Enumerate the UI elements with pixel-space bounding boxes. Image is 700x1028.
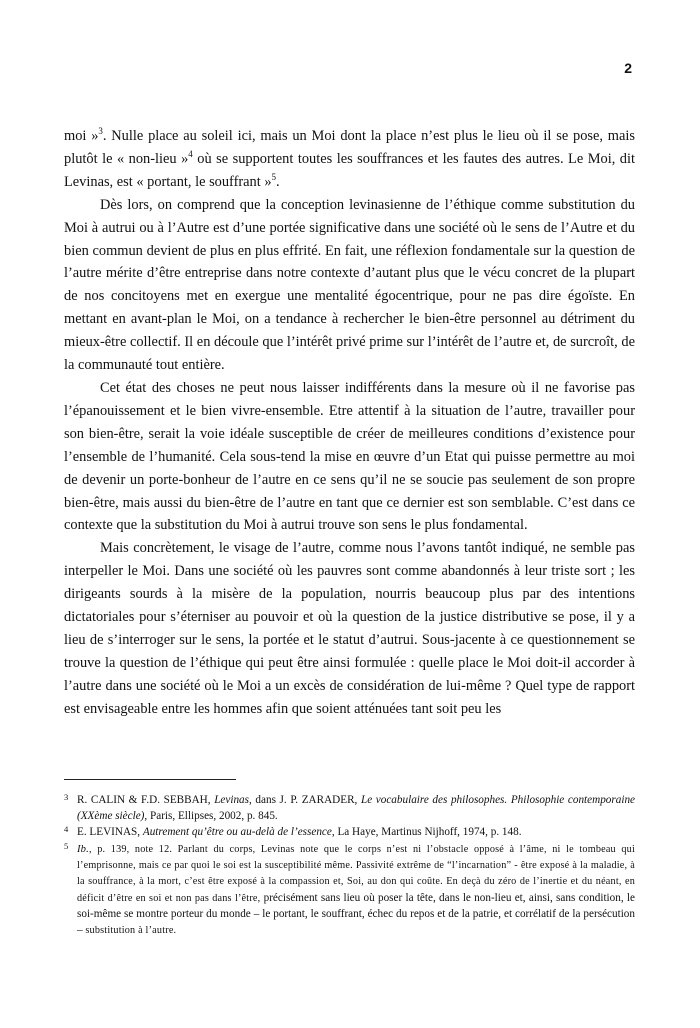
footnote-separator: [64, 779, 236, 780]
paragraph: [64, 377, 635, 537]
page-number: 2: [624, 60, 632, 76]
paragraph-text: moi »: [64, 128, 99, 144]
footnote-title: Levinas: [214, 794, 249, 806]
footnote-text: R. CALIN & F.D. SEBBAH,: [77, 794, 215, 806]
paragraph: [64, 125, 635, 194]
footnote-text: , La Haye, Martinus Nijhoff, 1974, p. 148.: [331, 826, 522, 839]
paragraph: [64, 194, 635, 377]
footnote-text: , dans J. P. ZARADER,: [249, 794, 361, 806]
footnote: [64, 841, 635, 939]
footnote-text: précisément sans lieu où poser la tête, dans le non-lieu et, ainsi, sans condition, le soi-même se montre porteur du monde – le portant, le souffrant, échec du repos et de la patrie, et corrélatif de la persécution –: [77, 891, 635, 937]
footnote-text: substitution à l’autre.: [85, 925, 177, 937]
footnote-reference: 3: [98, 126, 103, 136]
footnote-text: E. LEVINAS,: [77, 826, 143, 839]
footnote-title: Autrement qu’être ou au-delà de l’essence: [142, 826, 332, 839]
paragraph-text: Dès lors, on comprend que la conception levinasienne de l’éthique comme substitution du Moi à autrui ou à l’Autre est d’une portée significative dans une société où le sens de l’Autre et du bien commun devient de plus en plus effrité. En fait, une réflexion fondamentale sur la question de l’autre mérite d’être entreprise dans notre contexte d’autant plus que le vécu concret de la plupart de nos concitoyens met en exergue une mentalité égocentrique, pour ne pas dire égoïste. En mettant en avant-plan le Moi, on a tendance à rechercher le bien-être personnel au détriment du mieux-être collectif. Il en découle que l’intérêt privé prime sur l’intérêt de l’autre et, de surcroît, de la communauté tout entière.: [64, 196, 635, 374]
paragraph-text: où se supportent toutes les souffrances et les fautes des autres. Le Moi, dit Levinas, est « portant, le souffrant »: [64, 150, 635, 190]
body-text: [64, 125, 635, 721]
paragraph-text: .: [276, 173, 280, 190]
footnote-marker: 4: [64, 824, 69, 835]
footnote: [64, 792, 635, 824]
footnote-title: Le vocabulaire des philosophes. Philosophie contemporaine (XXème siècle): [77, 794, 635, 823]
paragraph: [64, 537, 635, 720]
footnote-text: , p. 139, note 12. Parlant du corps, Levinas note que le corps n’est ni l’obstacle opposé à l’âme, ni le tombeau qui l’emprisonne, mais ce par quoi le soi est la susceptibilité même. Passivité extrême de “l’incarnation” - être exposé à la maladie, à la souffrance, à la mort, c’est être exposé à la compassion et, Soi, au don qui coûte. En deçà du zéro de l’inertie et du néant, en déficit d’être en soi et non pas dans l’être,: [77, 843, 635, 904]
footnote: [64, 824, 635, 840]
footnote-marker: 3: [64, 792, 69, 802]
footnote-title: Ib.: [77, 843, 89, 855]
paragraph-text: Cet état des choses ne peut nous laisser indifférents dans la mesure où il ne favorise pas l’épanouissement et le bien vivre-ensemble. Etre attentif à la situation de l’autre, travailler pour son bien-être, serait la voie idéale susceptible de créer de meilleures conditions d’existence pour l’ensemble de l’humanité. Cela sous-tend la mise en œuvre d’un Etat qui puisse permettre au moi de devenir un porte-bonheur de l’autre en ce sens qu’il ne se soucie pas seulement de son propre bien-être, mais aussi du bien-être de l’autre en tant que ce dernier est son semblable. C’est dans ce contexte que la substitution du Moi à autrui trouve son sens le plus fondamental.: [64, 379, 635, 534]
footnote-text: , Paris, Ellipses, 2002, p. 845.: [144, 810, 278, 823]
paragraph-text: Mais concrètement, le visage de l’autre, comme nous l’avons tantôt indiqué, ne semble pas interpeller le Moi. Dans une société où les pauvres sont comme abandonnés à leur triste sort ; les dirigeants sourds à la misère de la population, nourris beaucoup plus par des intentions dictatoriales pour s’éterniser au pouvoir et où la question de la justice distributive se pose, il y a lieu de s’interroger sur le sens, la portée et le statut d’autrui. Sous-jacente à ce questionnement se trouve la question de l’éthique qui peut être ainsi formulée : quelle place le Moi doit-il accorder à l’autre dans une société où le Moi a un excès de considération de lui-même ? Quel type de rapport est envisageable entre les hommes afin que soient atténuées tant soit peu les: [64, 540, 635, 717]
footnote-reference: 4: [188, 148, 193, 159]
footnote-reference: 5: [271, 171, 277, 182]
footnotes: [64, 792, 635, 939]
footnote-marker: 5: [64, 840, 69, 851]
paragraph-text: . Nulle place au soleil ici, mais un Moi dont la place n’est plus le lieu où il se pose, mais plutôt le « non-lieu »: [64, 128, 635, 167]
